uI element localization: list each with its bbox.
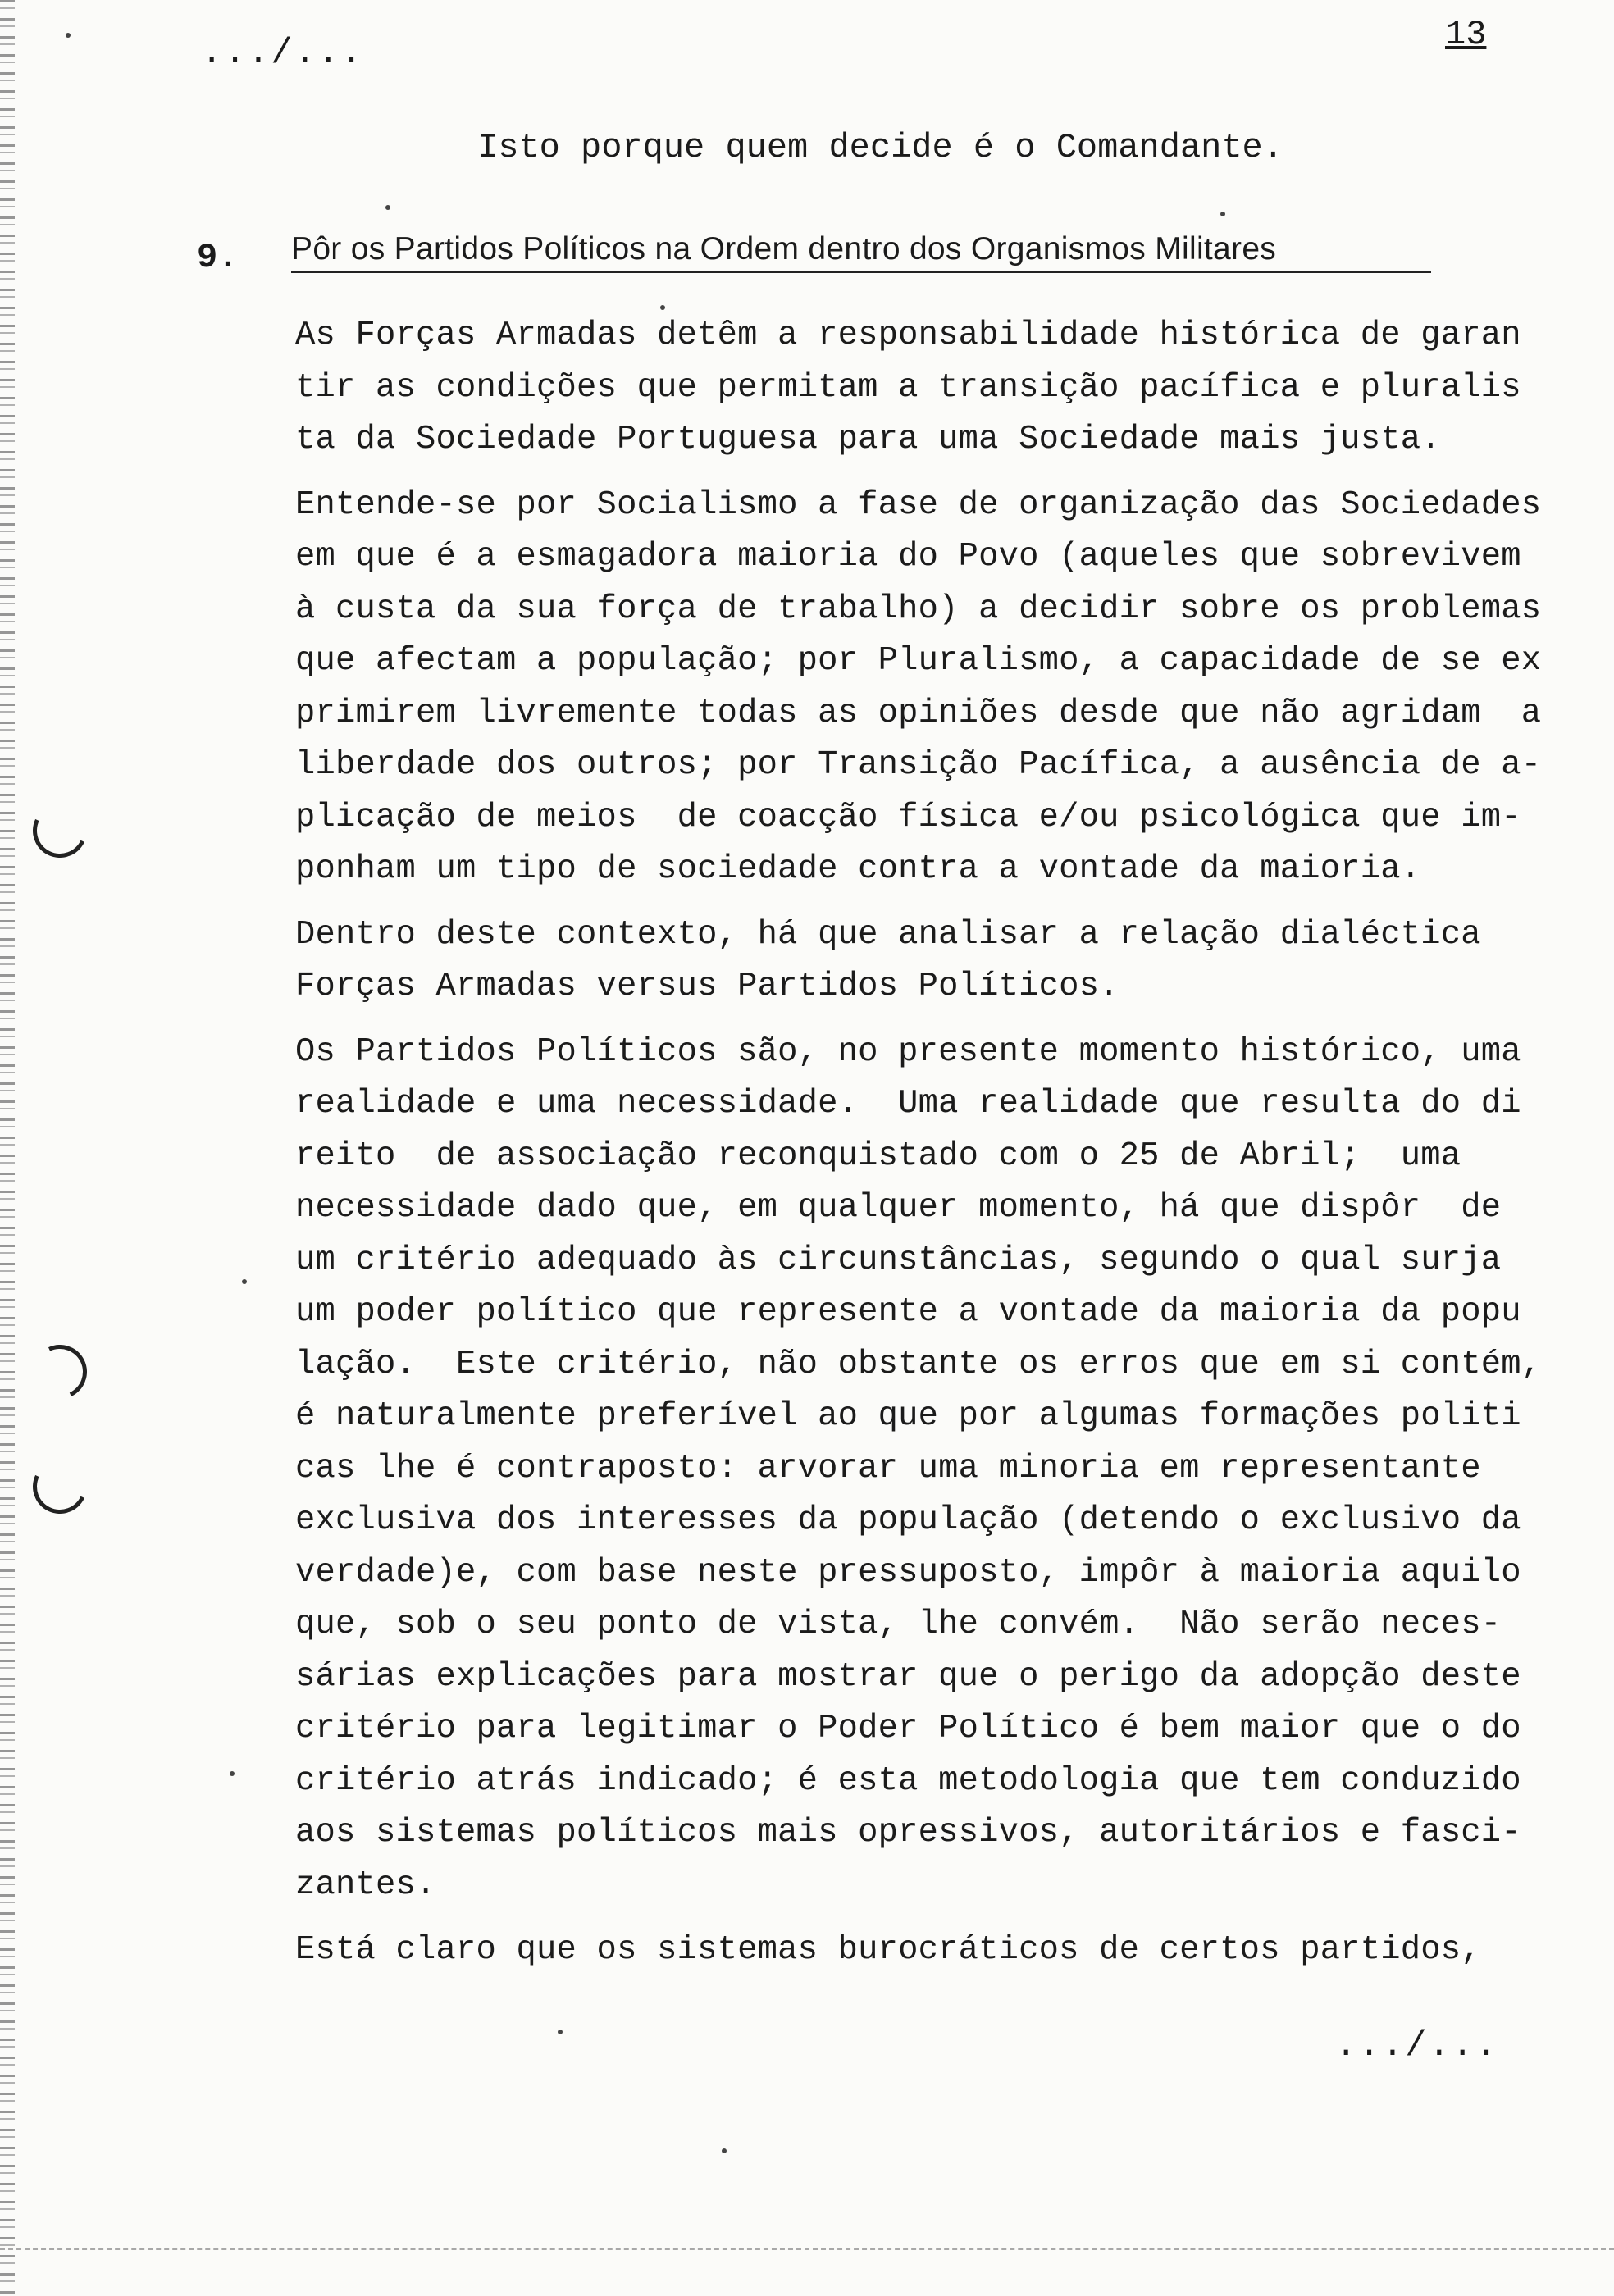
continuation-mark-top: .../... <box>201 33 364 74</box>
text-line: ta da Sociedade Portuguesa para uma Sociedade mais justa. <box>295 421 1441 458</box>
text-line: As Forças Armadas detêm a responsabilidade histórica de garan <box>295 317 1521 354</box>
body-text <box>295 310 1558 1990</box>
scan-speck <box>558 2029 563 2034</box>
text-line: necessidade dado que, em qualquer momento, há que dispôr de <box>295 1189 1502 1227</box>
page-number: 13 <box>1445 15 1487 54</box>
paragraph <box>295 1925 1558 1977</box>
text-line: zantes. <box>295 1866 436 1904</box>
text-line: critério atrás indicado; é esta metodologia que tem conduzido <box>295 1761 1521 1800</box>
paragraph <box>295 310 1558 467</box>
text-line: Está claro que os sistemas burocráticos de certos partidos, <box>295 1931 1481 1969</box>
text-line: Os Partidos Políticos são, no presente momento histórico, uma <box>295 1032 1521 1071</box>
scan-speck <box>722 2148 727 2153</box>
punch-hole-mark <box>33 804 98 869</box>
scan-bottom-edge <box>0 2248 1614 2255</box>
text-line: critério para legitimar o Poder Político é bem maior que o do <box>295 1710 1521 1747</box>
text-line: plicação de meios de coacção física e/ou psicológica que im- <box>295 798 1521 836</box>
scan-binding-edge <box>0 0 15 2296</box>
text-line: reito de associação reconquistado com o 25 de Abril; uma <box>295 1137 1461 1175</box>
text-line: sárias explicações para mostrar que o perigo da adopção deste <box>295 1657 1521 1696</box>
text-line: que, sob o seu ponto de vista, lhe convém. Não serão neces- <box>295 1606 1502 1643</box>
text-line: liberdade dos outros; por Transição Pacífica, a ausência de a- <box>295 746 1542 784</box>
scan-speck <box>66 33 71 38</box>
text-line: primirem livremente todas as opiniões desde que não agridam a <box>295 694 1542 732</box>
text-line: em que é a esmagadora maioria do Povo (aqueles que sobrevivem <box>295 538 1521 576</box>
continuation-mark-bottom: .../... <box>1335 2025 1498 2066</box>
text-line: à custa da sua força de trabalho) a decidir sobre os problemas <box>295 590 1542 628</box>
punch-hole-mark <box>33 1460 98 1525</box>
section-number: 9. <box>197 238 239 277</box>
text-line: cas lhe é contraposto: arvorar uma minoria em representante <box>295 1449 1481 1487</box>
scan-speck <box>230 1771 235 1776</box>
paragraph <box>295 1027 1558 1912</box>
text-line: realidade e uma necessidade. Uma realidade que resulta do di <box>295 1085 1521 1123</box>
punch-hole-mark <box>33 1345 98 1410</box>
text-line: é naturalmente preferível ao que por algumas formações politi <box>295 1397 1521 1435</box>
text-line: ponham um tipo de sociedade contra a vontade da maioria. <box>295 850 1421 888</box>
text-line: aos sistemas políticos mais opressivos, autoritários e fasci- <box>295 1814 1521 1852</box>
text-line: Dentro deste contexto, há que analisar a relação dialéctica <box>295 915 1481 954</box>
scan-speck <box>385 205 390 210</box>
text-line: um poder político que represente a vontade da maioria da popu <box>295 1293 1521 1331</box>
text-line: lação. Este critério, não obstante os erros que em si contém, <box>295 1345 1542 1383</box>
text-line: verdade)e, com base neste pressuposto, impôr à maioria aquilo <box>295 1553 1521 1592</box>
scan-speck <box>242 1279 247 1284</box>
section-title: Pôr os Partidos Políticos na Ordem dentro dos Organismos Militares <box>291 231 1431 273</box>
paragraph <box>295 480 1558 896</box>
text-line: que afectam a população; por Pluralismo, a capacidade de se ex <box>295 642 1542 680</box>
text-line: um critério adequado às circunstâncias, segundo o qual surja <box>295 1241 1502 1279</box>
scan-speck <box>1220 212 1225 216</box>
text-line: Forças Armadas versus Partidos Políticos. <box>295 968 1119 1005</box>
text-line: Entende-se por Socialismo a fase de organização das Sociedades <box>295 485 1542 524</box>
paragraph <box>295 909 1558 1014</box>
text-line: exclusiva dos interesses da população (detendo o exclusivo da <box>295 1501 1521 1539</box>
lead-line: Isto porque quem decide é o Comandante. <box>477 128 1283 167</box>
text-line: tir as condições que permitam a transição pacífica e pluralis <box>295 368 1521 407</box>
